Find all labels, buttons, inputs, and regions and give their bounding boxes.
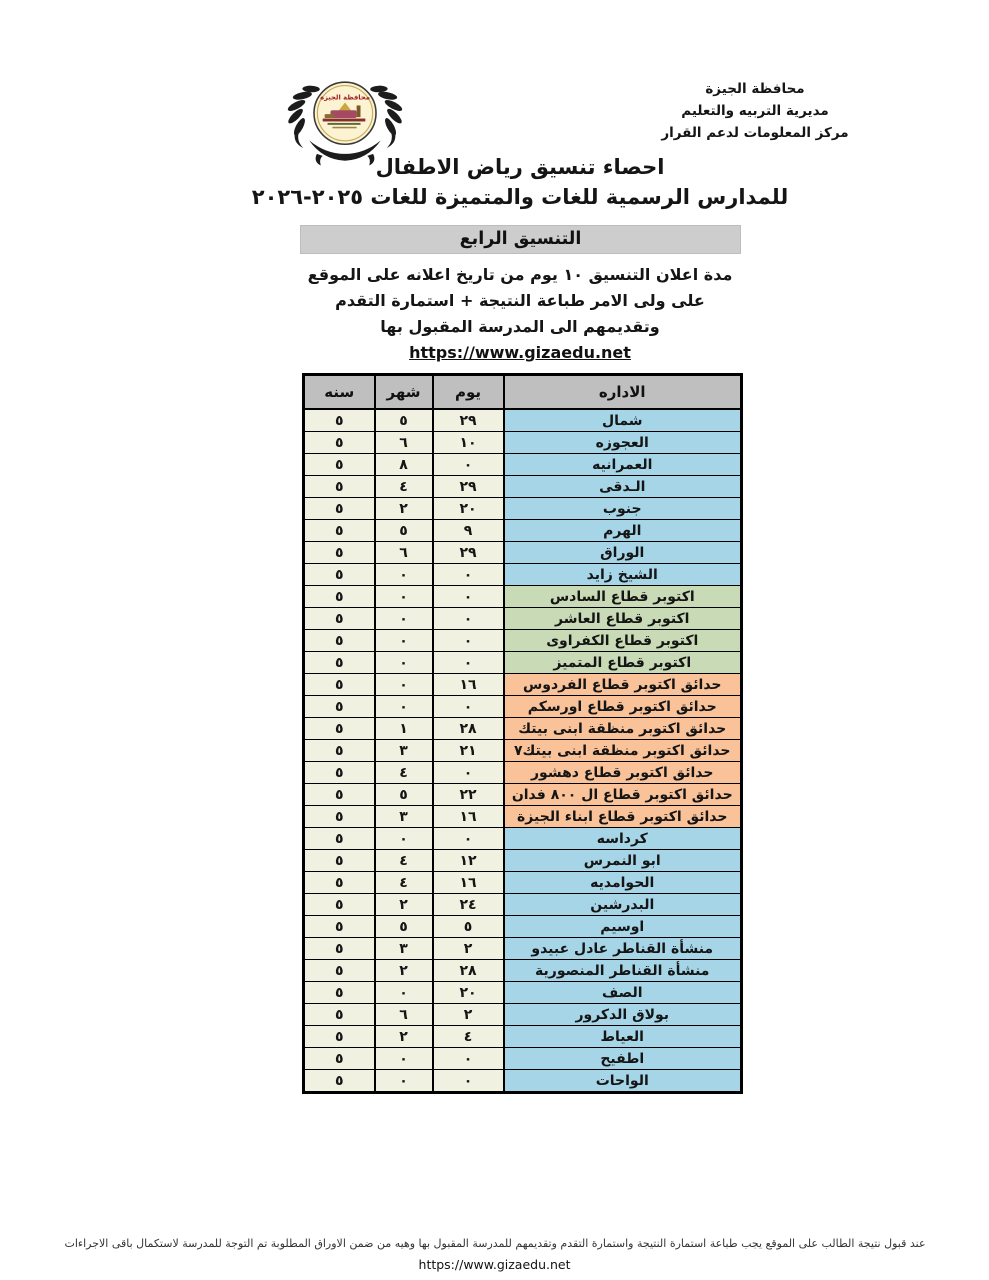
table-row <box>304 850 742 872</box>
month-cell: ٠ <box>375 1048 433 1070</box>
year-cell: ٥ <box>304 740 375 762</box>
month-cell: ٨ <box>375 454 433 476</box>
administration-name-cell: حدائق اكتوبر منظقة ابنى بيتك <box>504 718 742 740</box>
month-cell: ٠ <box>375 982 433 1004</box>
day-cell: ٠ <box>433 454 504 476</box>
table-row <box>304 960 742 982</box>
day-cell: ٢ <box>433 938 504 960</box>
administration-name-cell: حدائق اكتوبر قطاع الفردوس <box>504 674 742 696</box>
month-cell: ٤ <box>375 872 433 894</box>
notice-line-3: وتقديمهم الى المدرسة المقبول بها <box>380 317 660 336</box>
administration-name-cell: اكتوبر قطاع الكفراوى <box>504 630 742 652</box>
notice-line-2: على ولى الامر طباعة النتيجة + استمارة التقدم <box>335 291 705 310</box>
administration-name-cell: شمال <box>504 409 742 432</box>
year-cell: ٥ <box>304 696 375 718</box>
day-cell: ٠ <box>433 696 504 718</box>
year-cell: ٥ <box>304 1048 375 1070</box>
table-row <box>304 652 742 674</box>
month-cell: ٤ <box>375 850 433 872</box>
month-cell: ٥ <box>375 520 433 542</box>
table-row <box>304 1070 742 1093</box>
governorate-header <box>626 78 884 144</box>
day-cell: ٠ <box>433 608 504 630</box>
day-cell: ٢٨ <box>433 718 504 740</box>
coordination-table <box>302 373 743 1094</box>
day-cell: ٠ <box>433 1070 504 1093</box>
month-cell: ٢ <box>375 960 433 982</box>
day-cell: ٢٩ <box>433 409 504 432</box>
month-cell: ٠ <box>375 608 433 630</box>
gizaedu-link[interactable]: https://www.gizaedu.net <box>409 343 631 362</box>
table-row <box>304 762 742 784</box>
administration-name-cell: العجوزه <box>504 432 742 454</box>
year-cell: ٥ <box>304 542 375 564</box>
table-row <box>304 1026 742 1048</box>
year-cell: ٥ <box>304 630 375 652</box>
day-cell: ٢ <box>433 1004 504 1026</box>
administration-name-cell: اكتوبر قطاع العاشر <box>504 608 742 630</box>
administration-name-cell: اكتوبر قطاع المتميز <box>504 652 742 674</box>
administration-name-cell: حدائق اكتوبر قطاع دهشور <box>504 762 742 784</box>
month-cell: ٥ <box>375 916 433 938</box>
year-cell: ٥ <box>304 564 375 586</box>
col-header-year: سنه <box>304 375 375 410</box>
table-row <box>304 409 742 432</box>
administration-name-cell: جنوب <box>504 498 742 520</box>
administration-name-cell: حدائق اكتوبر قطاع ابناء الجيزة <box>504 806 742 828</box>
table-row <box>304 718 742 740</box>
table-row <box>304 828 742 850</box>
month-cell: ٤ <box>375 762 433 784</box>
month-cell: ٦ <box>375 432 433 454</box>
year-cell: ٥ <box>304 586 375 608</box>
administration-name-cell: منشأة القناطر المنصورية <box>504 960 742 982</box>
table-row <box>304 432 742 454</box>
month-cell: ٠ <box>375 1070 433 1093</box>
administration-name-cell: الصف <box>504 982 742 1004</box>
year-cell: ٥ <box>304 718 375 740</box>
title-line-1: احصاء تنسيق رياض الاطفال <box>375 155 665 179</box>
administration-name-cell: الحوامديه <box>504 872 742 894</box>
day-cell: ٩ <box>433 520 504 542</box>
day-cell: ١٦ <box>433 872 504 894</box>
day-cell: ٠ <box>433 828 504 850</box>
day-cell: ١٦ <box>433 806 504 828</box>
footer-gizaedu-link[interactable]: https://www.gizaedu.net <box>418 1257 571 1272</box>
year-cell: ٥ <box>304 674 375 696</box>
administration-name-cell: كرداسه <box>504 828 742 850</box>
day-cell: ٢١ <box>433 740 504 762</box>
administration-name-cell: العياط <box>504 1026 742 1048</box>
administration-name-cell: اطفيح <box>504 1048 742 1070</box>
administration-name-cell: ابو النمرس <box>504 850 742 872</box>
notice-block <box>245 262 795 366</box>
table-row <box>304 806 742 828</box>
month-cell: ٠ <box>375 652 433 674</box>
month-cell: ٢ <box>375 894 433 916</box>
month-cell: ١ <box>375 718 433 740</box>
table-row <box>304 674 742 696</box>
col-header-month: شهر <box>375 375 433 410</box>
administration-name-cell: البدرشين <box>504 894 742 916</box>
year-cell: ٥ <box>304 938 375 960</box>
administration-name-cell: الواحات <box>504 1070 742 1093</box>
table-row <box>304 1048 742 1070</box>
month-cell: ٠ <box>375 674 433 696</box>
table-row <box>304 454 742 476</box>
year-cell: ٥ <box>304 784 375 806</box>
month-cell: ٠ <box>375 586 433 608</box>
year-cell: ٥ <box>304 498 375 520</box>
month-cell: ٣ <box>375 806 433 828</box>
administration-name-cell: حدائق اكتوبر منظقة ابنى بيتك٧ <box>504 740 742 762</box>
table-row <box>304 586 742 608</box>
year-cell: ٥ <box>304 409 375 432</box>
table-row <box>304 916 742 938</box>
table-row <box>304 938 742 960</box>
day-cell: ٢٨ <box>433 960 504 982</box>
year-cell: ٥ <box>304 828 375 850</box>
day-cell: ٥ <box>433 916 504 938</box>
footer-link-wrap <box>0 1257 989 1272</box>
day-cell: ١٠ <box>433 432 504 454</box>
table-row <box>304 740 742 762</box>
day-cell: ٢٠ <box>433 498 504 520</box>
administration-name-cell: منشأة القناطر عادل عبيدو <box>504 938 742 960</box>
page-title <box>225 152 815 212</box>
table-row <box>304 542 742 564</box>
month-cell: ٠ <box>375 564 433 586</box>
footer-instructions: عند قبول نتيجة الطالب على الموقع يجب طباعة استمارة النتيجة واستمارة التقدم وتقديمهم للمدرسة المقبول بها وهيه من ضمن الاوراق المطلوبة تم التوجة للمدرسة لاستكمال باقى الاجراءات <box>64 1237 926 1250</box>
table-row <box>304 696 742 718</box>
year-cell: ٥ <box>304 806 375 828</box>
administration-name-cell: حدائق اكتوبر قطاع ال ٨٠٠ فدان <box>504 784 742 806</box>
governorate-name: محافظة الجيزة <box>705 81 805 97</box>
administration-name-cell: الشيخ زايد <box>504 564 742 586</box>
year-cell: ٥ <box>304 850 375 872</box>
coordination-table-body <box>304 409 742 1093</box>
day-cell: ٢٤ <box>433 894 504 916</box>
month-cell: ٢ <box>375 1026 433 1048</box>
coordination-round-banner: التنسيق الرابع <box>300 225 741 254</box>
month-cell: ٠ <box>375 696 433 718</box>
year-cell: ٥ <box>304 960 375 982</box>
day-cell: ١٦ <box>433 674 504 696</box>
month-cell: ٦ <box>375 542 433 564</box>
day-cell: ١٢ <box>433 850 504 872</box>
year-cell: ٥ <box>304 608 375 630</box>
day-cell: ٠ <box>433 630 504 652</box>
day-cell: ٠ <box>433 586 504 608</box>
year-cell: ٥ <box>304 872 375 894</box>
year-cell: ٥ <box>304 432 375 454</box>
title-line-2: للمدارس الرسمية للغات والمتميزة للغات ٢٠٢٥-٢٠٢٦ <box>251 185 789 209</box>
table-row <box>304 630 742 652</box>
year-cell: ٥ <box>304 916 375 938</box>
table-row <box>304 476 742 498</box>
month-cell: ٦ <box>375 1004 433 1026</box>
month-cell: ٥ <box>375 409 433 432</box>
administration-name-cell: اوسيم <box>504 916 742 938</box>
day-cell: ٢٠ <box>433 982 504 1004</box>
emblem-text: محافظة الجيزة <box>320 93 370 102</box>
month-cell: ٤ <box>375 476 433 498</box>
col-header-day: يوم <box>433 375 504 410</box>
month-cell: ٢ <box>375 498 433 520</box>
day-cell: ٢٩ <box>433 542 504 564</box>
year-cell: ٥ <box>304 762 375 784</box>
table-row <box>304 1004 742 1026</box>
day-cell: ٠ <box>433 564 504 586</box>
administration-name-cell: الوراق <box>504 542 742 564</box>
day-cell: ٤ <box>433 1026 504 1048</box>
year-cell: ٥ <box>304 894 375 916</box>
month-cell: ٥ <box>375 784 433 806</box>
table-row <box>304 520 742 542</box>
table-row <box>304 564 742 586</box>
month-cell: ٣ <box>375 740 433 762</box>
year-cell: ٥ <box>304 652 375 674</box>
information-center-name: مركز المعلومات لدعم القرار <box>661 125 849 141</box>
year-cell: ٥ <box>304 520 375 542</box>
administration-name-cell: العمرانيه <box>504 454 742 476</box>
table-row <box>304 894 742 916</box>
day-cell: ٢٩ <box>433 476 504 498</box>
table-row <box>304 872 742 894</box>
table-row <box>304 608 742 630</box>
day-cell: ٠ <box>433 652 504 674</box>
table-row <box>304 784 742 806</box>
administration-name-cell: حدائق اكتوبر قطاع اورسكم <box>504 696 742 718</box>
administration-name-cell: اكتوبر قطاع السادس <box>504 586 742 608</box>
day-cell: ٢٢ <box>433 784 504 806</box>
administration-name-cell: الهرم <box>504 520 742 542</box>
year-cell: ٥ <box>304 476 375 498</box>
year-cell: ٥ <box>304 1026 375 1048</box>
table-row <box>304 498 742 520</box>
col-header-administration: الاداره <box>504 375 742 410</box>
administration-name-cell: بولاق الدكرور <box>504 1004 742 1026</box>
year-cell: ٥ <box>304 1070 375 1093</box>
day-cell: ٠ <box>433 1048 504 1070</box>
table-row <box>304 982 742 1004</box>
administration-name-cell: الـدقى <box>504 476 742 498</box>
year-cell: ٥ <box>304 982 375 1004</box>
day-cell: ٠ <box>433 762 504 784</box>
month-cell: ٠ <box>375 630 433 652</box>
month-cell: ٣ <box>375 938 433 960</box>
notice-line-1: مدة اعلان التنسيق ١٠ يوم من تاريخ اعلانه على الموقع <box>307 265 733 284</box>
directorate-name: مديرية التربيه والتعليم <box>681 103 829 119</box>
month-cell: ٠ <box>375 828 433 850</box>
table-header-row <box>304 375 742 410</box>
year-cell: ٥ <box>304 1004 375 1026</box>
year-cell: ٥ <box>304 454 375 476</box>
